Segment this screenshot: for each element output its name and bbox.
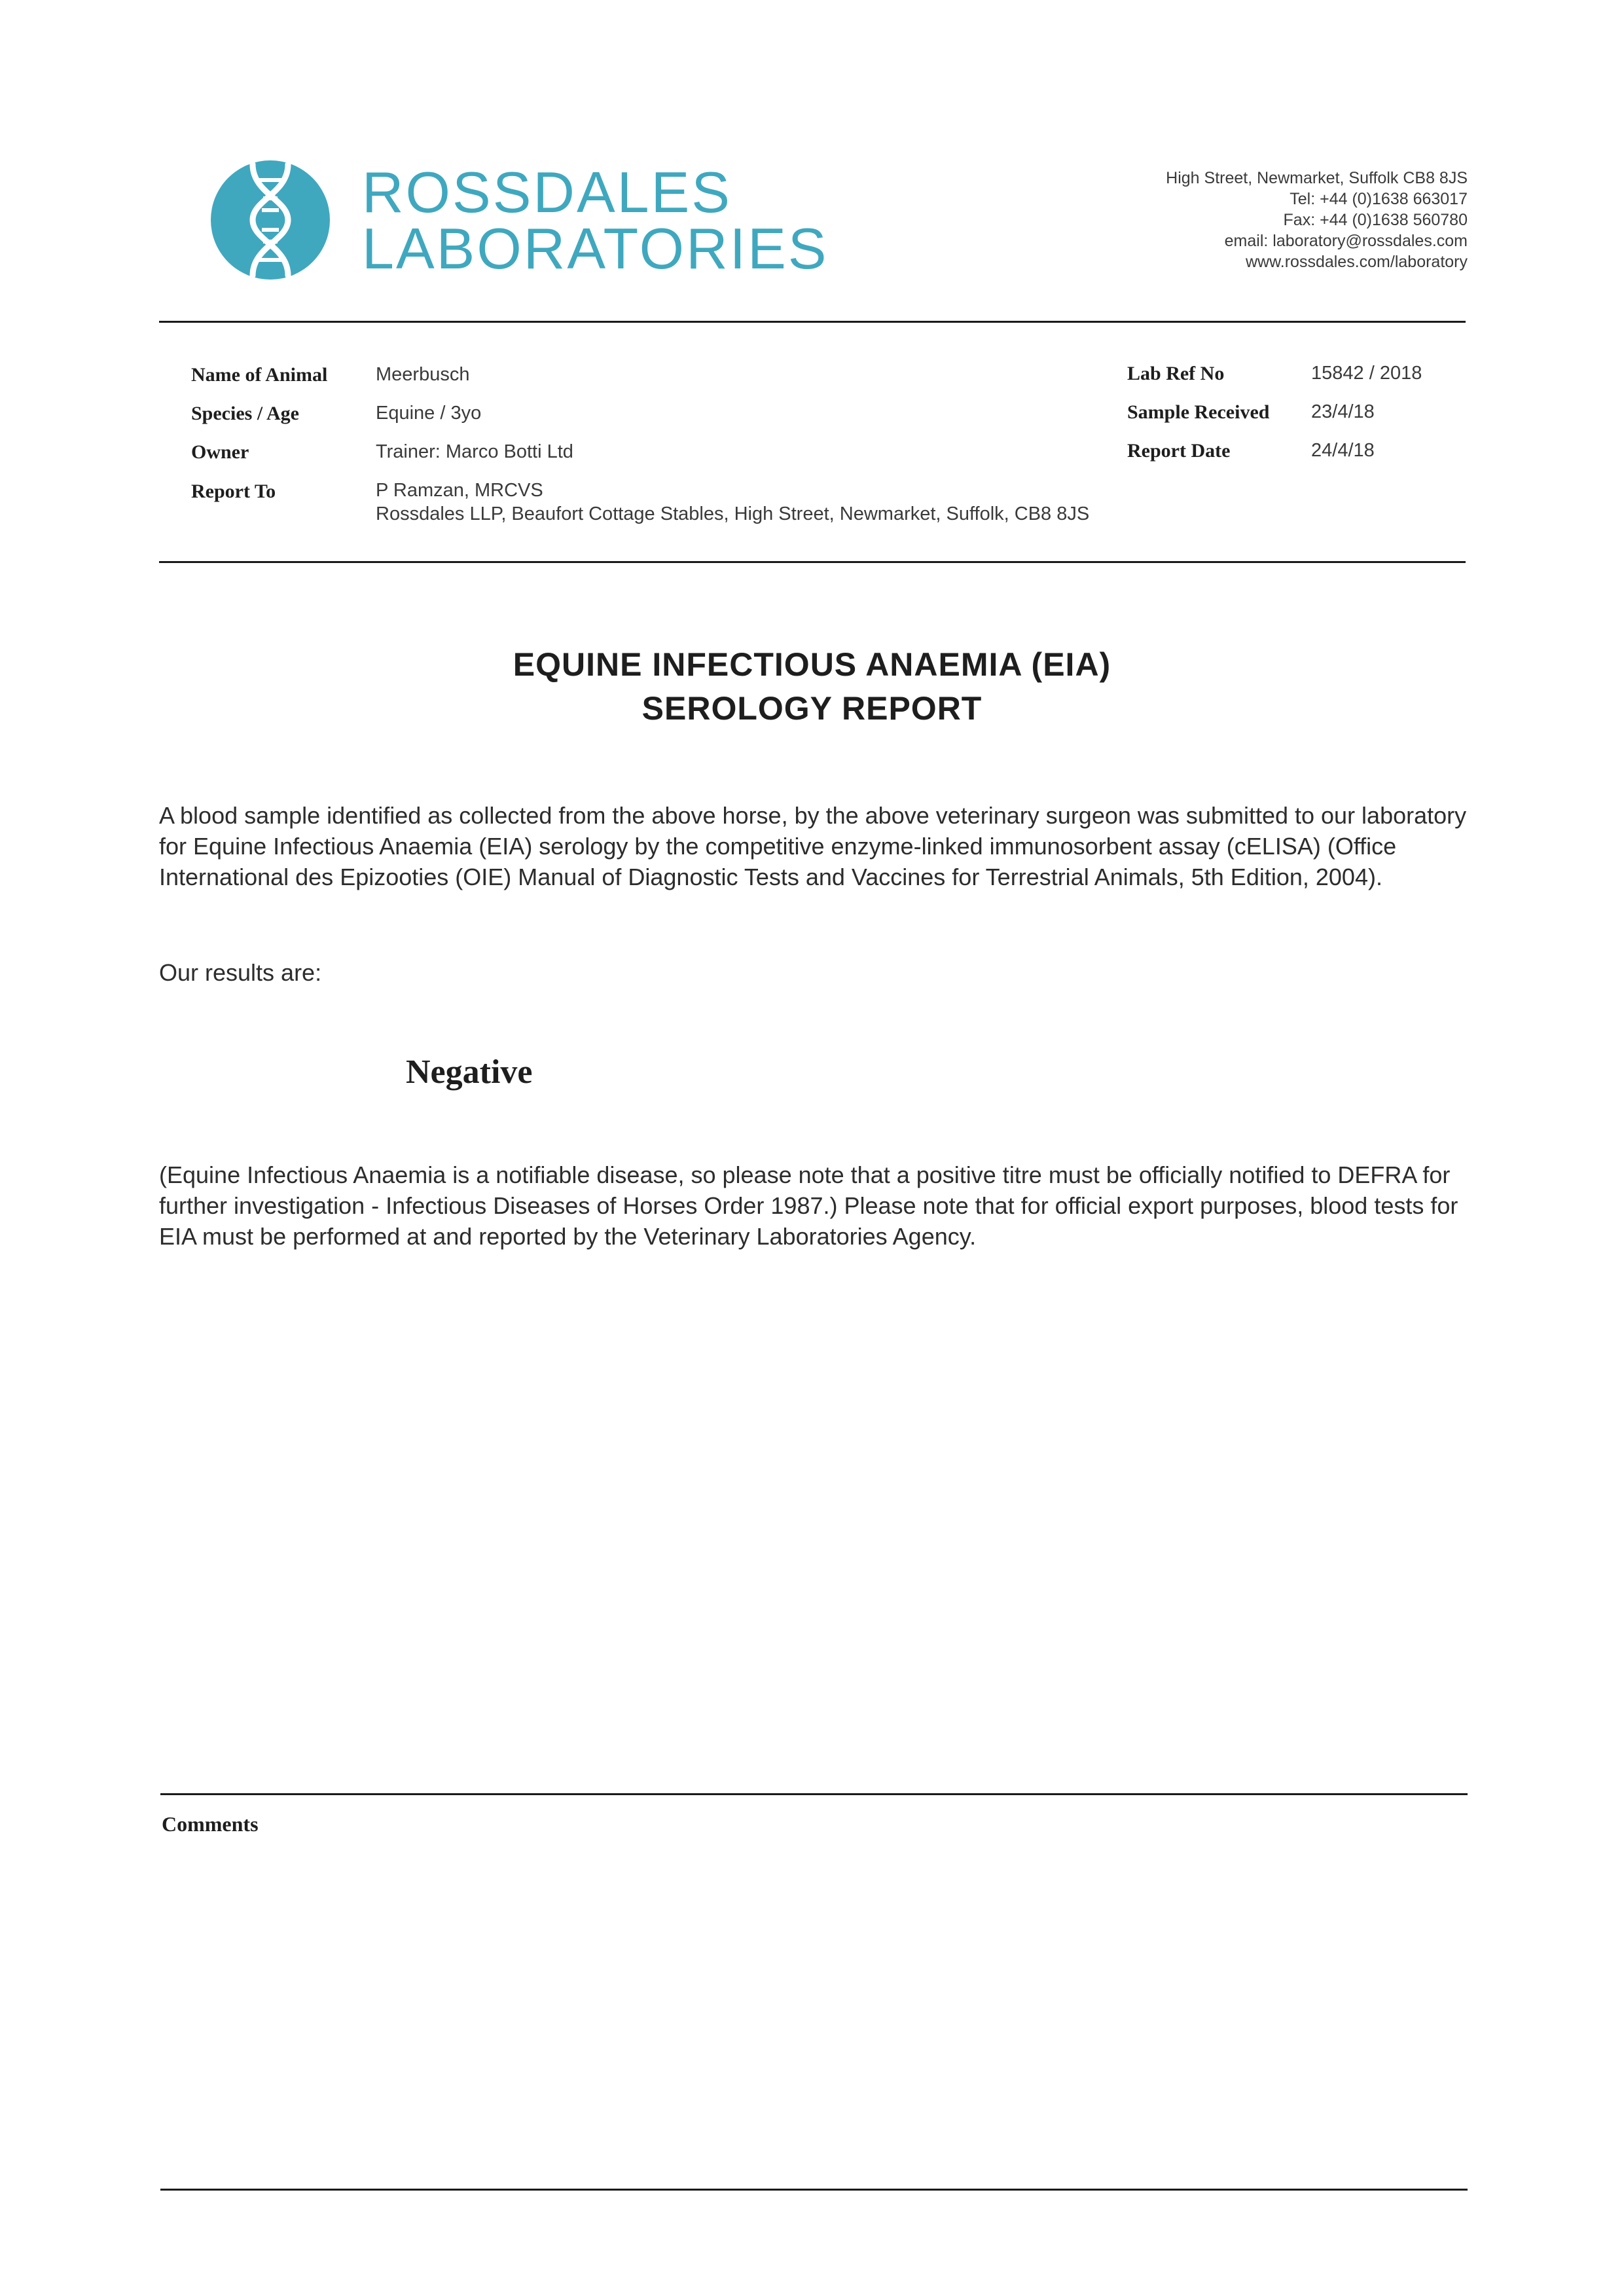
report-to-address: Rossdales LLP, Beaufort Cottage Stables, High Street, Newmarket, Suffolk, CB8 8JS — [376, 503, 1090, 524]
footer-divider — [160, 2189, 1468, 2191]
owner-label: Owner — [191, 441, 249, 463]
brand-name-line-1: ROSSDALES — [362, 160, 732, 225]
notice-paragraph: (Equine Infectious Anaemia is a notifiable disease, so please note that a positive titre must be officially notified to DEFRA for further investigation - Infectious Diseases of Horses Order 1987.) Please note that for official export purposes, blood tests for EIA must be performed at and reported by the Veterinary Laboratories Agency. — [159, 1161, 1458, 1250]
brand-name-line-2: LABORATORIES — [362, 216, 829, 281]
owner-value: Trainer: Marco Botti Ltd — [376, 441, 573, 462]
name-of-animal-label: Name of Animal — [191, 364, 328, 386]
report-to-name: P Ramzan, MRCVS — [376, 480, 543, 501]
name-of-animal-value: Meerbusch — [376, 364, 470, 385]
report-subtitle: SEROLOGY REPORT — [641, 690, 983, 727]
contact-email: email: laboratory@rossdales.com — [1224, 232, 1468, 250]
contact-address: High Street, Newmarket, Suffolk CB8 8JS — [1166, 169, 1468, 187]
species-age-label: Species / Age — [191, 403, 299, 424]
contact-block — [1166, 168, 1468, 272]
intro-paragraph: A blood sample identified as collected from the above horse, by the above veterinary surgeon was submitted to our laboratory for Equine Infectious Anaemia (EIA) serology by the competitive enzyme-linked immunosorbent assay (cELISA) (Office International des Epizooties (OIE) Manual of Diagnostic Tests and Vaccines for Terrestrial Animals, 5th Edition, 2004). — [159, 802, 1467, 890]
header-divider — [159, 321, 1466, 323]
comments-divider — [160, 1793, 1468, 1795]
species-age-value: Equine / 3yo — [376, 403, 482, 424]
comments-label: Comments — [162, 1812, 259, 1836]
report-to-label: Report To — [191, 481, 276, 502]
sample-received-value: 23/4/18 — [1311, 401, 1375, 422]
lab-ref-label: Lab Ref No — [1127, 363, 1225, 384]
contact-website: www.rossdales.com/laboratory — [1245, 253, 1468, 271]
report-date-label: Report Date — [1127, 440, 1231, 462]
info-divider — [159, 561, 1466, 563]
contact-tel: Tel: +44 (0)1638 663017 — [1290, 190, 1468, 208]
sample-received-label: Sample Received — [1127, 401, 1270, 423]
results-label: Our results are: — [159, 959, 322, 986]
contact-fax: Fax: +44 (0)1638 560780 — [1283, 211, 1468, 229]
result-value: Negative — [406, 1053, 533, 1091]
dna-logo-icon — [211, 160, 330, 280]
report-date-value: 24/4/18 — [1311, 440, 1375, 461]
lab-ref-value: 15842 / 2018 — [1311, 363, 1422, 384]
report-title: EQUINE INFECTIOUS ANAEMIA (EIA) — [513, 646, 1111, 683]
